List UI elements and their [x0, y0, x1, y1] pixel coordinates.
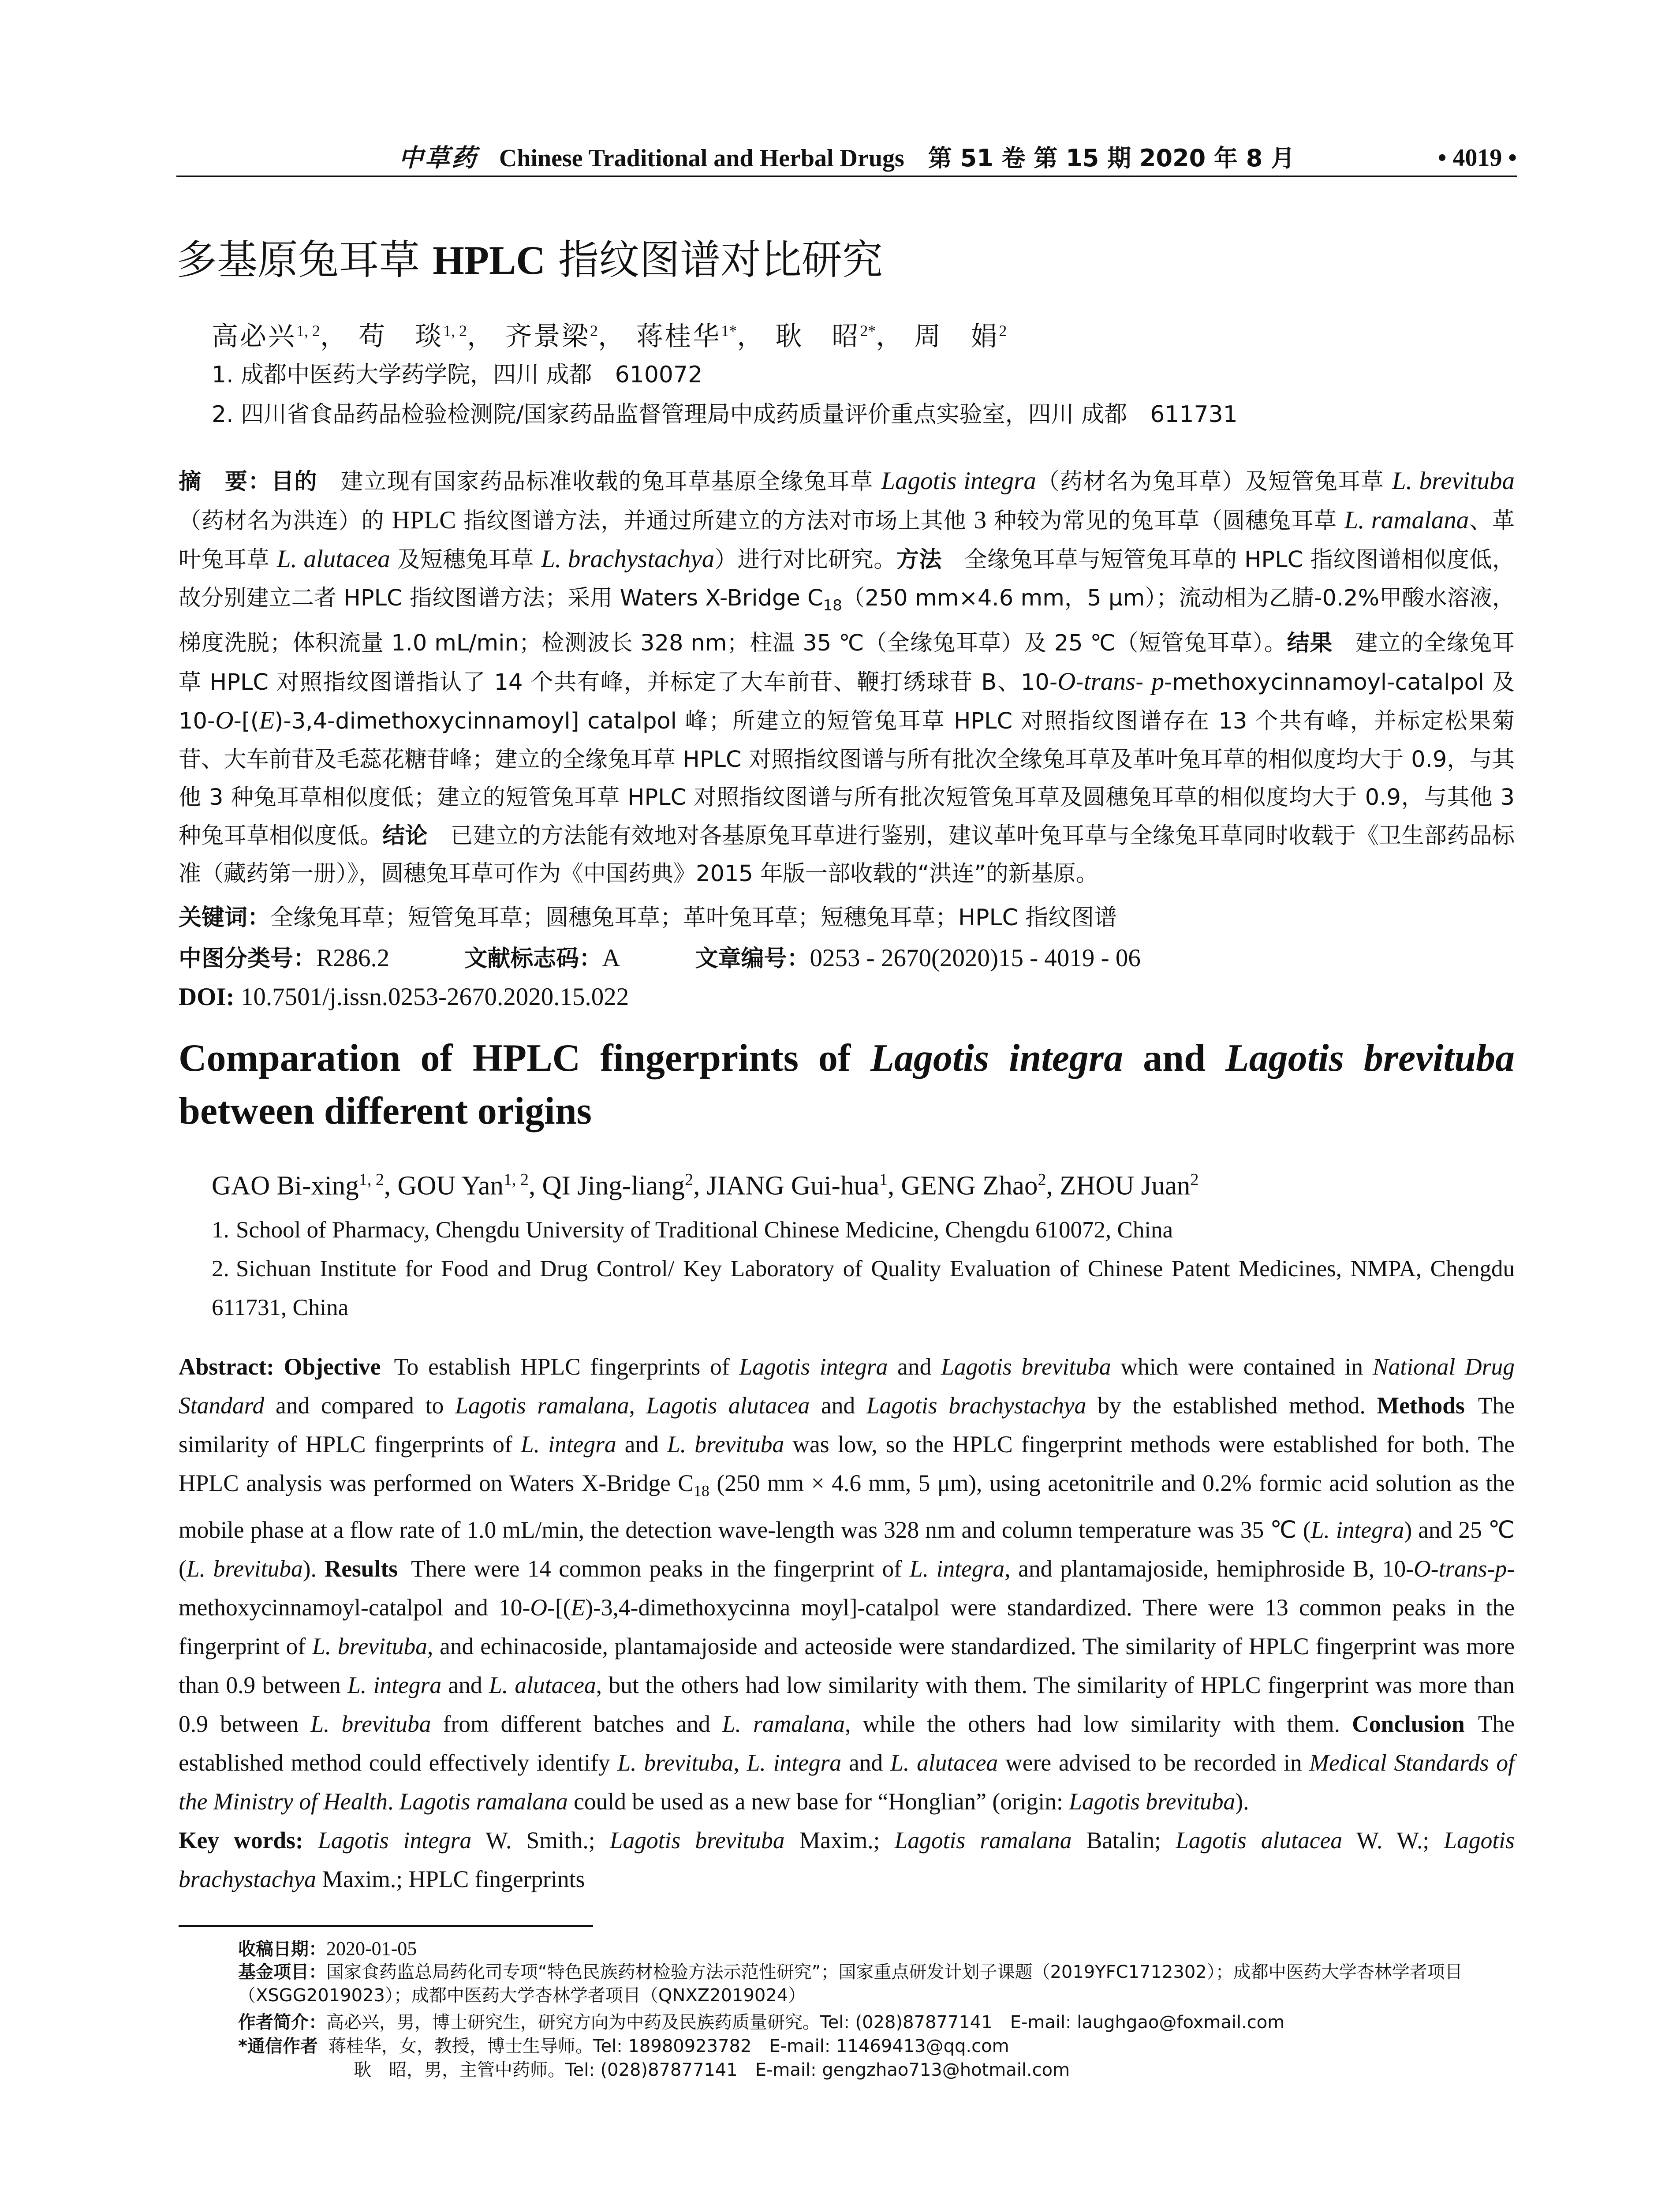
footnote-label: *通信作者 — [238, 2036, 318, 2056]
abstract-text: ）进行对比研究。 — [714, 547, 896, 573]
author-affil-sup: 2 — [1038, 1170, 1046, 1189]
author-affil-sup: 2 — [590, 322, 598, 340]
objective-label: 目的 — [271, 469, 318, 495]
footnote-author-bio — [238, 2011, 1517, 2034]
author: GENG Zhao — [901, 1171, 1038, 1201]
abstract-text: . — [388, 1788, 399, 1815]
author-affil-sup: 1, 2 — [296, 322, 320, 340]
author-affil-sup: 1, 2 — [503, 1170, 529, 1189]
title-word: and — [1143, 1037, 1206, 1080]
doi-value: 10.7501/j.issn.0253-2670.2020.15.022 — [234, 983, 629, 1011]
footnote-text: 蒋桂华，女，教授，博士生导师。Tel: 18980923782 E-mail: 11469413@qq.com — [328, 2036, 1009, 2056]
clc-label: 中图分类号： — [179, 946, 317, 972]
keyword-species: Lagotis integra — [317, 1827, 472, 1854]
abstract-text: from different batches and — [431, 1710, 722, 1737]
abstract-text: 建立的全缘兔耳草 HPLC 对照指纹图谱指认了 14 个共有峰，并标定了大车前苷、鞭打绣球苷 B、10- — [179, 630, 1515, 695]
italic-text: trans — [1438, 1555, 1487, 1582]
author: JIANG Gui-hua — [706, 1171, 879, 1201]
journal-name: Chinese Traditional and Herbal Drugs — [499, 145, 904, 172]
doi-label: DOI: — [179, 983, 235, 1011]
doc-code-label: 文献标志码： — [464, 946, 602, 972]
author: QI Jing-liang — [542, 1171, 685, 1201]
abstract-text: （药材名为洪连）的 — [179, 508, 392, 534]
footnote-label: 收稿日期： — [238, 1939, 326, 1959]
abstract-text: and compared to — [264, 1392, 455, 1419]
doc-code-value: A — [602, 944, 620, 972]
abstract-text: and — [841, 1749, 891, 1776]
abstract-text: 全缘兔耳草与短管兔耳草的 HPLC 指纹图谱相似度低，故分别建立二者 HPLC 指纹图谱方法；采用 Waters X-Bridge C — [179, 547, 1515, 611]
abstract-text: - — [1075, 669, 1084, 695]
abstract-text: and — [810, 1392, 867, 1419]
species-name: Lagotis brevituba — [1069, 1788, 1236, 1815]
author-affil-sup: 2 — [1190, 1170, 1199, 1189]
header-rule — [176, 176, 1517, 177]
abstract-text: , but the others had low similarity with them. The similarity of HPLC fingerprint was more than 0.9 between — [179, 1671, 1515, 1737]
methods-label: Methods — [1377, 1392, 1465, 1419]
separator: ， — [320, 321, 348, 352]
abstract-text: , and plantamajoside, hemiphroside B, 10- — [1004, 1555, 1414, 1582]
keyword-text: Maxim.; HPLC fingerprints — [316, 1865, 585, 1892]
keyword-text: Maxim.; — [784, 1827, 895, 1854]
footnote-text: 国家食药监总局药化司专项“特色民族药材检验方法示范性研究”；国家重点研发计划子课题（2019YFC1712302）；成都中医药大学杏林学者项目（XSGG2019023）；成都中医药大学杏林学者项目（QNXZ2019024） — [238, 1962, 1463, 2006]
keyword-species: Lagotis brachystachya — [179, 1827, 1515, 1892]
cn-authors — [212, 311, 1007, 356]
abstract-text: -[( — [547, 1594, 571, 1621]
footnote-text: 高必兴，男，博士研究生，研究方向为中药及民族药质量研究。Tel: (028)87877141 E-mail: laughgao@foxmail.com — [326, 2012, 1285, 2033]
species-name: L. brevituba — [1392, 467, 1515, 495]
title-species: Lagotis brevituba — [1225, 1037, 1515, 1080]
species-name: Lagotis integra — [739, 1353, 888, 1380]
species-name: Lagotis brachystachya — [866, 1392, 1086, 1419]
species-name: Lagotis alutacea — [646, 1392, 810, 1419]
author-affil-sup: 1, 2 — [443, 322, 467, 340]
abstract-text: There were 14 common peaks in the fingerprint of — [411, 1555, 910, 1582]
separator: ， — [598, 321, 627, 352]
species-name: Lagotis ramalana — [455, 1392, 629, 1419]
species-name: L. ramalana — [1344, 506, 1469, 534]
abstract-text: which were contained in — [1111, 1353, 1373, 1380]
footnote-fund — [238, 1961, 1517, 2007]
cn-abstract — [179, 462, 1515, 893]
author: GAO Bi-xing — [212, 1171, 359, 1201]
species-name: L. brevituba — [667, 1431, 784, 1458]
clc-value: R286.2 — [316, 944, 390, 972]
species-name: L. integra — [1310, 1516, 1404, 1543]
species-name: L. integra — [747, 1749, 842, 1776]
abstract-text: by the established method. — [1086, 1392, 1377, 1419]
species-name: L. brevituba — [186, 1555, 303, 1582]
abstract-text: ). — [1235, 1788, 1249, 1815]
abstract-text: and — [441, 1671, 489, 1698]
title-species: Lagotis integra — [870, 1037, 1124, 1080]
en-authors: GAO Bi-xing$^{1, 2}$, GOU Yan$^{1, 2}$, QI Jing-liang$^2$, JIANG Gui-hua$^1$, GENG Zhao$^2$, ZHOU Juan$^2$ — [212, 1170, 1199, 1201]
italic-text: E — [571, 1594, 586, 1621]
affiliation-number: 2. — [212, 1256, 229, 1282]
abstract-text: , — [629, 1392, 646, 1419]
keywords-text: 全缘兔耳草；短管兔耳草；圆穗兔耳草；革叶兔耳草；短穗兔耳草；HPLC 指纹图谱 — [270, 904, 1117, 931]
cn-title — [176, 232, 883, 289]
separator: ， — [467, 321, 496, 352]
abstract-text: -[( — [233, 708, 259, 735]
italic-text: p — [1151, 667, 1164, 695]
footnote-text: 2020-01-05 — [326, 1938, 417, 1959]
abstract-text: and — [888, 1353, 941, 1380]
title-word: fingerprints — [600, 1037, 799, 1080]
abstract-text: was low, so the HPLC fingerprint methods were established for both. The HPLC analysis was performed on Waters X-Bridge C — [179, 1431, 1515, 1496]
abstract-text: The similarity of HPLC fingerprints of — [179, 1392, 1515, 1458]
abstract-text: To establish HPLC fingerprints of — [394, 1353, 739, 1380]
species-name: L. brachystachya — [541, 545, 715, 573]
abstract-text: 种较为常见的兔耳草（圆穗兔耳草 — [986, 508, 1344, 534]
species-name: L. integra — [520, 1431, 616, 1458]
keyword-species: Lagotis ramalana — [894, 1827, 1072, 1854]
italic-text: trans — [1083, 667, 1136, 695]
abstract-text: (250 mm × 4.6 mm, 5 μm), using acetonitrile and 0.2% formic acid solution as the mobile phase at a flow rate of 1.0 mL/min, the detection wave-length was 328 nm and column temperature was 35 ℃ ( — [179, 1470, 1515, 1543]
cn-affiliation-1: 1. 成都中医药大学药学院，四川 成都 610072 — [212, 362, 703, 388]
italic-text: O — [1414, 1555, 1431, 1582]
species-name: L. alutacea — [276, 545, 390, 573]
abstract-text: ) and 25 ℃ ( — [179, 1516, 1515, 1582]
conclusion-label: Conclusion — [1352, 1710, 1465, 1737]
author: ZHOU Juan — [1059, 1171, 1191, 1201]
abstract-text: （药材名为兔耳草）及短管兔耳草 — [1036, 469, 1392, 495]
abstract-text: 、革叶兔耳草 — [179, 508, 1515, 573]
species-name: L. brevituba — [617, 1749, 734, 1776]
author-affil-sup: 2* — [860, 322, 876, 340]
keywords-label: Key words: — [179, 1827, 303, 1854]
running-header — [176, 140, 1517, 176]
abstract-text: )-3,4-dimethoxycinnamoyl] catalpol 峰；所建立的短管兔耳草 HPLC 对照指纹图谱存在 13 个共有峰，并标定松果菊苷、大车前苷及毛蕊花糖苷峰；建立的全缘兔耳草 HPLC 对照指纹图谱与所有批次全缘兔耳草及革叶兔耳草的相似度均大于 0.9，与其他 3 种兔耳草相似度低；建立的短管兔耳草 HPLC 对照指纹图谱与所有批次短管兔耳草及圆穗兔耳草的相似度均大于 0.9，与其他 3 种兔耳草相似度低。 — [179, 708, 1515, 849]
keyword-text: W. W.; — [1342, 1827, 1444, 1854]
species-name: L. integra — [909, 1555, 1005, 1582]
keyword-text: W. Smith.; — [471, 1827, 610, 1854]
keyword-text: Batalin; — [1071, 1827, 1176, 1854]
abstract-text: 及短穗兔耳草 — [390, 547, 541, 573]
footnote-corresponding-2 — [238, 2059, 1517, 2082]
subscript: 18 — [823, 596, 842, 614]
abstract-text: ). — [302, 1555, 325, 1582]
species-name: L. alutacea — [489, 1671, 596, 1698]
footnote-text: 耿 昭，男，主管中药师。Tel: (028)87877141 E-mail: gengzhao713@hotmail.com — [354, 2060, 1070, 2080]
abstract-label: 摘 要： — [179, 469, 272, 495]
author-affil-sup: 2 — [999, 322, 1007, 340]
author: 高必兴 — [212, 321, 296, 352]
author-affil-sup: 1, 2 — [358, 1170, 384, 1189]
en-abstract — [179, 1347, 1515, 1899]
species-name: L. alutacea — [890, 1749, 998, 1776]
species-name: L. brevituba — [312, 1633, 427, 1659]
cn-keywords — [179, 899, 1117, 937]
footnote-rule — [179, 1925, 593, 1927]
results-label: Results — [324, 1555, 398, 1582]
affiliation-text: School of Pharmacy, Chengdu University of Traditional Chinese Medicine, Chengdu 610072, China — [236, 1217, 1173, 1243]
page-number: • 4019 • — [1437, 144, 1517, 172]
author: GOU Yan — [397, 1171, 504, 1201]
abstract-text: could be used as a new base for “Honglian” (origin: — [567, 1788, 1069, 1815]
en-affiliation-1 — [212, 1211, 1515, 1249]
author: 苟 琰 — [358, 321, 444, 352]
title-word: of — [818, 1037, 851, 1080]
title-word: HPLC — [472, 1037, 581, 1080]
subscript: 18 — [693, 1482, 709, 1500]
header-center — [176, 140, 1517, 176]
abstract-text: 已建立的方法能有效地对各基原兔耳草进行鉴别，建议革叶兔耳草与全缘兔耳草同时收载于《卫生部药品标准（藏药第一册）》，圆穗兔耳草可作为《中国药典》2015 年版一部收载的“洪连”的新基原。 — [179, 822, 1515, 887]
en-title — [179, 1032, 1515, 1138]
abstract-text: HPLC — [392, 506, 456, 534]
en-title-line-1 — [179, 1032, 1515, 1085]
separator: ， — [876, 321, 904, 352]
results-label: 结果 — [1287, 630, 1333, 657]
abstract-text: and — [616, 1431, 668, 1458]
en-affiliation-2 — [212, 1249, 1515, 1327]
footnote-label: 基金项目： — [238, 1962, 326, 1982]
title-word: of — [420, 1037, 453, 1080]
abstract-text: , while the others had low similarity with them. — [845, 1710, 1352, 1737]
abstract-text: -methoxycinnamoyl-catalpol 及 10- — [179, 669, 1515, 735]
abstract-text: , — [733, 1749, 747, 1776]
italic-text: p — [1495, 1555, 1507, 1582]
author-affil-sup: 1 — [879, 1170, 888, 1189]
title-word: Comparation — [179, 1037, 401, 1080]
species-name: Lagotis integra — [881, 467, 1036, 495]
abstract-text: were advised to be recorded in — [998, 1749, 1310, 1776]
cn-doi — [179, 978, 629, 1017]
footnote-received — [238, 1937, 1517, 1961]
abstract-text: )-3,4-dimethoxycinna moyl]-catalpol were standardized. There were 13 common peaks in the fingerprint of — [179, 1594, 1515, 1659]
author: 蒋桂华 — [636, 321, 721, 352]
affiliation-number: 1. — [212, 1217, 229, 1243]
article-number-value: 0253 - 2670(2020)15 - 4019 - 06 — [810, 944, 1141, 972]
cn-classification — [179, 939, 1141, 978]
author: 齐景梁 — [505, 321, 590, 352]
author-affil-sup: 2 — [685, 1170, 694, 1189]
species-name: Lagotis brevituba — [941, 1353, 1111, 1380]
cn-affiliation-2: 2. 四川省食品药品检验检测院/国家药品监督管理局中成药质量评价重点实验室，四川 成都 611731 — [212, 401, 1238, 428]
author-affil-sup: 1* — [721, 322, 737, 340]
abstract-text: The established method could effectively identify — [179, 1710, 1515, 1776]
italic-text: O — [215, 706, 234, 735]
keyword-species: Lagotis alutacea — [1176, 1827, 1343, 1854]
en-title-line-2: between different origins — [179, 1090, 592, 1132]
journal-logo: 中草药 — [398, 143, 478, 172]
abstract-text: （250 mm×4.6 mm，5 μm）；流动相为乙腈-0.2%甲酸水溶液，梯度洗脱；体积流量 1.0 mL/min；检测波长 328 nm；柱温 35 ℃（全缘兔耳草）及 25 ℃（短管兔耳草）。 — [179, 585, 1515, 657]
abstract-objective-label: Abstract: Objective — [179, 1353, 381, 1380]
italic-text: O — [530, 1594, 548, 1621]
methods-label: 方法 — [896, 547, 942, 573]
cn-title-part: 指纹图谱对比研究 — [545, 236, 883, 284]
abstract-text: - — [1430, 1555, 1439, 1582]
cn-title-part: 多基原兔耳草 — [176, 236, 433, 284]
abstract-text: 建立现有国家药品标准收载的兔耳草基原全缘兔耳草 — [317, 469, 881, 495]
abstract-text: - — [1135, 669, 1152, 695]
article-number-label: 文章编号： — [695, 946, 810, 972]
abstract-text: -methoxycinnamoyl-catalpol and 10- — [179, 1555, 1515, 1621]
conclusion-label: 结论 — [382, 822, 428, 849]
abstract-text: , and echinacoside, plantamajoside and acteoside were standardized. The similarity of HPLC fingerprint was more than 0.9 between — [179, 1633, 1515, 1698]
affiliation-text: Sichuan Institute for Food and Drug Control/ Key Laboratory of Quality Evaluation of Chinese Patent Medicines, NMPA, Chengdu 611731, China — [212, 1256, 1515, 1320]
species-name: Lagotis ramalana — [399, 1788, 568, 1815]
abstract-text: 指纹图谱方法，并通过所建立的方法对市场上其他 — [456, 508, 974, 534]
species-name: L. brevituba — [310, 1710, 431, 1737]
standard-name: National Drug Standard — [179, 1353, 1515, 1419]
footnote-label: 作者简介： — [238, 2012, 326, 2033]
keyword-species: Lagotis brevituba — [609, 1827, 785, 1854]
footnote-corresponding — [238, 2035, 1517, 2058]
species-name: L. ramalana — [722, 1710, 845, 1737]
author: 周 娟 — [914, 321, 999, 352]
keywords-label: 关键词： — [179, 904, 271, 931]
separator: ， — [737, 321, 765, 352]
standard-name: Medical Standards of the Ministry of Health — [179, 1749, 1515, 1815]
species-name: L. integra — [347, 1671, 442, 1698]
author: 耿 昭 — [775, 321, 860, 352]
abstract-text: - — [1487, 1555, 1495, 1582]
cn-title-hplc: HPLC — [433, 238, 545, 283]
issue-info: 第 51 卷 第 15 期 2020 年 8 月 — [928, 144, 1295, 172]
italic-text: E — [259, 706, 275, 735]
italic-text: O — [1057, 667, 1076, 695]
abstract-text: 3 — [974, 506, 987, 534]
